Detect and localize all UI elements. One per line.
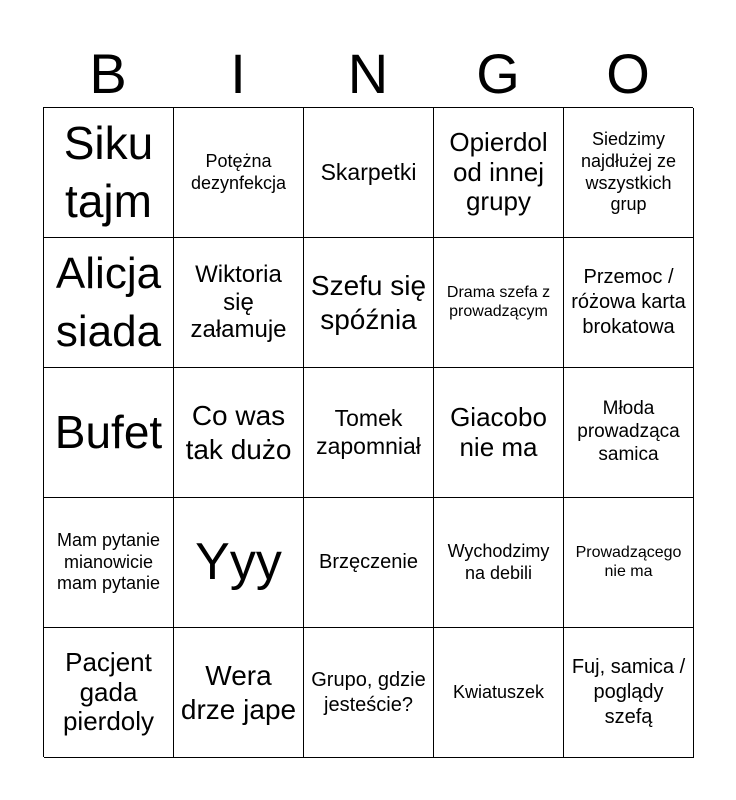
bingo-cell-label: Drama szefa z prowadzącym	[446, 284, 551, 320]
bingo-cell-r3-c5[interactable]	[564, 368, 694, 498]
bingo-cell-label: Przemoc / różowa karta brokatowa	[571, 266, 686, 338]
bingo-cell-label: Kwiatuszek	[452, 681, 545, 702]
bingo-cell-label: Mam pytanie mianowicie mam pytanie	[56, 530, 161, 594]
bingo-cell-r2-c3[interactable]	[304, 238, 434, 368]
bingo-cell-r3-c3[interactable]	[304, 368, 434, 498]
bingo-cell-r5-c1[interactable]	[44, 628, 174, 758]
bingo-cell-label: Fuj, samica / poglądy szefą	[571, 656, 686, 728]
header-letter-n: N	[347, 42, 389, 105]
bingo-cell-label: Siedzimy najdłużej ze wszystkich grup	[580, 129, 677, 215]
bingo-cell-label: Wiktoria się załamuje	[190, 261, 287, 344]
bingo-cell-r4-c4[interactable]	[434, 498, 564, 628]
bingo-cell-label: Tomek zapomniał	[316, 404, 421, 459]
bingo-cell-label: Yyy	[195, 532, 282, 591]
bingo-cell-r2-c2[interactable]	[174, 238, 304, 368]
bingo-cell-r3-c4[interactable]	[434, 368, 564, 498]
bingo-cell-label: Siku tajm	[63, 117, 154, 227]
bingo-cell-r3-c2[interactable]	[174, 368, 304, 498]
bingo-cell-label: Młoda prowadząca samica	[577, 398, 680, 465]
bingo-cell-label: Bufet	[54, 405, 163, 458]
bingo-header	[43, 40, 693, 108]
bingo-cell-label: Wychodzimy na debili	[447, 540, 550, 583]
bingo-cell-r4-c1[interactable]	[44, 498, 174, 628]
header-letter-i: I	[230, 42, 246, 105]
header-letter-o: O	[606, 42, 650, 105]
bingo-cell-r4-c5[interactable]	[564, 498, 694, 628]
bingo-cell-label: Pacjent gada pierdoly	[62, 646, 155, 737]
bingo-cell-r1-c1[interactable]	[44, 108, 174, 238]
bingo-cell-label: Szefu się spóźnia	[310, 269, 427, 335]
bingo-cell-label: Potężna dezynfekcja	[190, 150, 287, 193]
bingo-cell-r1-c4[interactable]	[434, 108, 564, 238]
bingo-cell-label: Opierdol od innej grupy	[449, 126, 548, 217]
bingo-cell-r1-c2[interactable]	[174, 108, 304, 238]
bingo-cell-label: Co was tak dużo	[185, 399, 292, 465]
bingo-cell-label: Brzęczenie	[319, 551, 418, 573]
bingo-cell-r3-c1[interactable]	[44, 368, 174, 498]
bingo-cell-r2-c4[interactable]	[434, 238, 564, 368]
bingo-cell-r1-c3[interactable]	[304, 108, 434, 238]
header-letter-g: G	[476, 42, 520, 105]
bingo-cell-r4-c2[interactable]	[174, 498, 304, 628]
bingo-cell-label: Skarpetki	[320, 158, 417, 185]
bingo-cell-label: Alicja siada	[55, 249, 162, 356]
bingo-cell-label: Prowadzącego nie ma	[575, 544, 682, 580]
bingo-cell-r5-c4[interactable]	[434, 628, 564, 758]
header-letter-b: B	[89, 42, 127, 105]
bingo-cell-label: Wera drze jape	[180, 659, 297, 725]
bingo-cell-r1-c5[interactable]	[564, 108, 694, 238]
bingo-cell-r5-c2[interactable]	[174, 628, 304, 758]
bingo-cell-r5-c5[interactable]	[564, 628, 694, 758]
bingo-cell-r4-c3[interactable]	[304, 498, 434, 628]
bingo-cell-label: Giacobo nie ma	[450, 401, 547, 462]
bingo-board	[43, 107, 693, 757]
bingo-cell-r2-c5[interactable]	[564, 238, 694, 368]
bingo-cell-r2-c1[interactable]	[44, 238, 174, 368]
bingo-cell-r5-c3[interactable]	[304, 628, 434, 758]
bingo-cell-label: Grupo, gdzie jesteście?	[311, 668, 426, 716]
